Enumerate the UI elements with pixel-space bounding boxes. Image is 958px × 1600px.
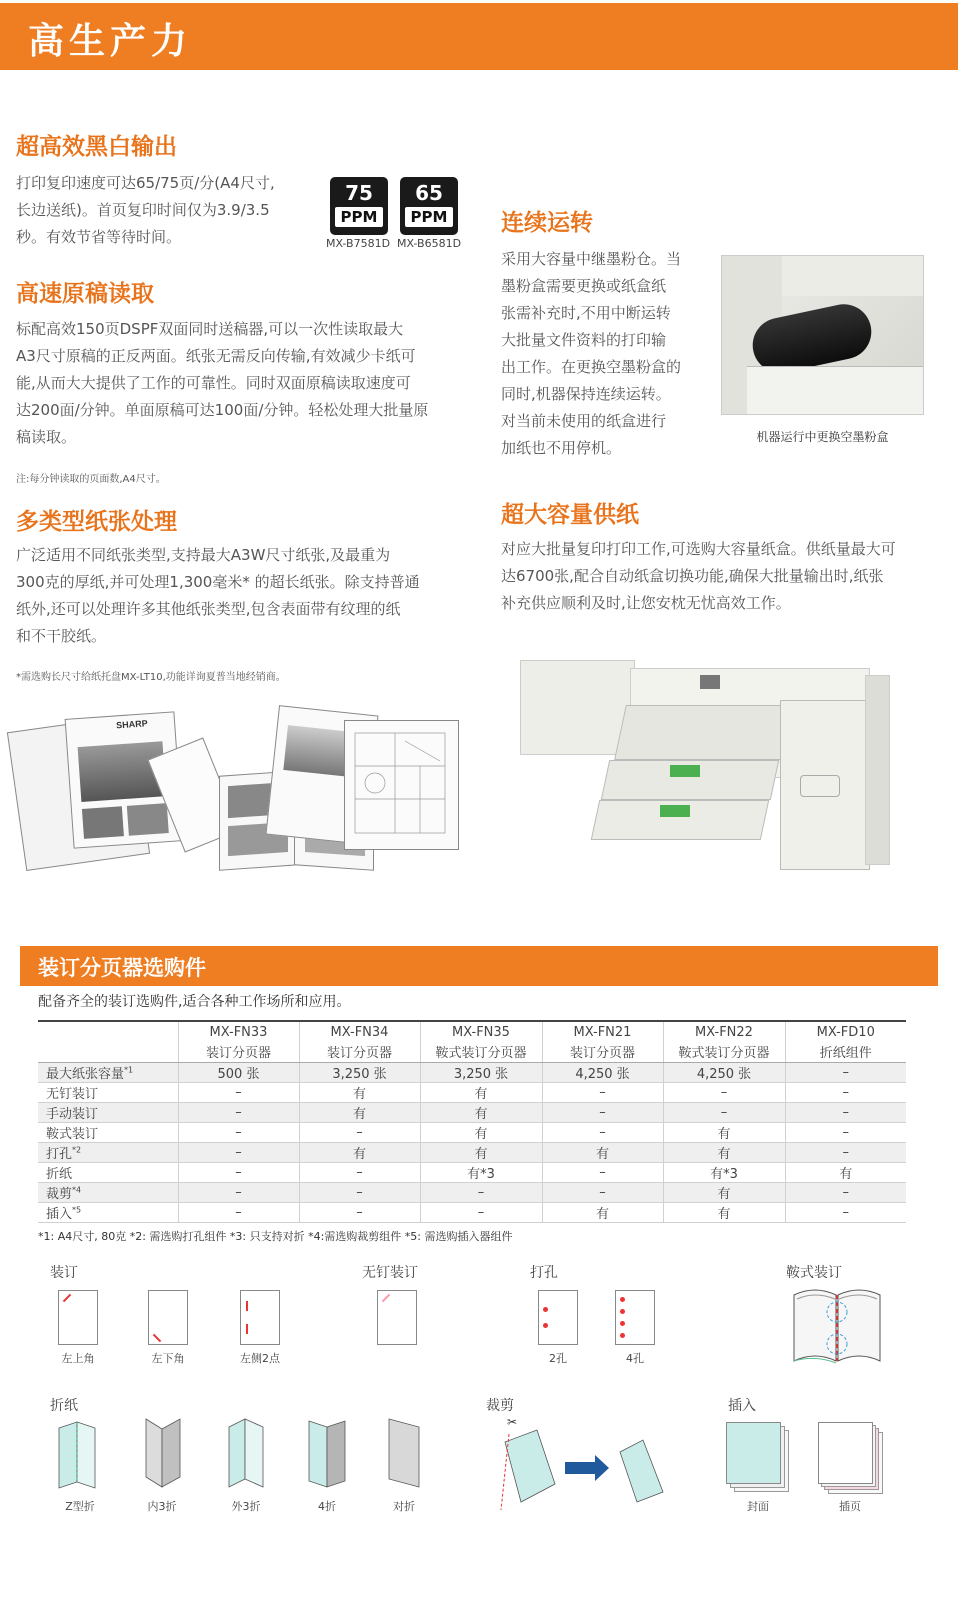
column-model: MX-FN34 <box>299 1022 420 1042</box>
spec-cell: – <box>178 1182 299 1202</box>
column-type: 装订分页器 <box>178 1042 299 1062</box>
badge-unit: PPM <box>335 207 383 227</box>
finisher-spec-table <box>38 1020 906 1223</box>
punch-2-hole-icon <box>538 1290 578 1345</box>
column-type: 鞍式装订分页器 <box>420 1042 542 1062</box>
continuous-line: 大批量文件资料的打印输 <box>501 331 667 349</box>
continuous-text <box>501 246 711 462</box>
mono-line: 打印复印速度可达65/75页/分(A4尺寸, <box>16 174 275 192</box>
column-model: MX-FN35 <box>420 1022 542 1042</box>
paper-note: *需选购长尺寸给纸托盘MX-LT10,功能详询夏普当地经销商。 <box>16 672 286 683</box>
spec-cell: 有 <box>542 1202 663 1222</box>
ppm-badge-75 <box>330 177 388 235</box>
spec-cell: – <box>542 1082 663 1102</box>
spec-cell: 4,250 张 <box>542 1062 663 1082</box>
insert-caption: 插页 <box>839 1500 861 1513</box>
mono-line: 长边送纸)。首页复印时间仅为3.9/3.5 <box>16 201 270 219</box>
spec-cell: – <box>785 1122 906 1142</box>
column-model: MX-FN22 <box>663 1022 785 1042</box>
fold-caption: Z型折 <box>65 1500 95 1513</box>
spec-cell: 3,250 张 <box>420 1062 542 1082</box>
row-label-text: 折纸 <box>46 1166 73 1182</box>
spec-cell: – <box>420 1202 542 1222</box>
fold-caption: 4折 <box>318 1500 336 1513</box>
supply-line: 对应大批量复印打印工作,可选购大容量纸盒。供纸量最大可 <box>501 540 896 558</box>
row-footnote-mark: *2 <box>72 1145 82 1155</box>
spec-row-label <box>38 1102 178 1122</box>
spec-row-label <box>38 1122 178 1142</box>
spec-cell: – <box>178 1082 299 1102</box>
paper-tray-photo <box>520 660 890 870</box>
spec-row-label <box>38 1142 178 1162</box>
spec-cell: – <box>542 1182 663 1202</box>
scan-text <box>16 316 486 451</box>
spec-cell: 有 <box>663 1142 785 1162</box>
spec-cell: 有 <box>299 1102 420 1122</box>
insert-label: 插入 <box>728 1398 756 1414</box>
spec-cell: 有 <box>663 1122 785 1142</box>
row-label-text: 鞍式装订 <box>46 1126 99 1142</box>
continuous-line: 采用大容量中继墨粉仓。当 <box>501 250 682 268</box>
spec-row-label <box>38 1082 178 1102</box>
saddle-stitch-icon <box>790 1285 885 1365</box>
spec-cell: – <box>663 1082 785 1102</box>
spec-cell: 有 <box>663 1202 785 1222</box>
staple-label: 装订 <box>50 1265 78 1281</box>
spec-cell: – <box>785 1202 906 1222</box>
scan-line: 标配高效150页DSPF双面同时送稿器,可以一次性读取最大 <box>16 320 404 338</box>
spec-cell: – <box>420 1182 542 1202</box>
continuous-line: 墨粉盒需要更换或纸盒纸 <box>501 277 667 295</box>
continuous-line: 加纸也不用停机。 <box>501 439 622 457</box>
spec-row <box>38 1102 906 1122</box>
column-type: 鞍式装订分页器 <box>663 1042 785 1062</box>
mono-text <box>16 170 316 251</box>
spec-cell: 有 <box>299 1082 420 1102</box>
z-fold-icon <box>55 1420 105 1490</box>
spec-row <box>38 1062 906 1082</box>
trim-diagram-icon <box>485 1412 670 1512</box>
spec-cell: – <box>299 1202 420 1222</box>
banner-title: 高生产力 <box>28 21 193 62</box>
spec-cell: – <box>785 1102 906 1122</box>
row-label-text: 最大纸张容量 <box>46 1066 125 1082</box>
spec-cell: 有 <box>420 1082 542 1102</box>
column-model: MX-FN21 <box>542 1022 663 1042</box>
scan-heading: 高速原稿读取 <box>16 281 154 307</box>
continuous-line: 对当前未使用的纸盒进行 <box>501 412 667 430</box>
paper-line: 纸外,还可以处理许多其他纸张类型,包含表面带有纹理的纸 <box>16 600 401 618</box>
badge-number: 65 <box>415 181 443 205</box>
supply-line: 补充供应顺利及时,让您安枕无忧高效工作。 <box>501 594 791 612</box>
fold-label: 折纸 <box>50 1398 78 1414</box>
spec-cell: – <box>785 1062 906 1082</box>
supply-line: 达6700张,配合自动纸盒切换功能,确保大批量输出时,纸张 <box>501 567 884 585</box>
spec-row-label <box>38 1182 178 1202</box>
spec-cell: – <box>785 1182 906 1202</box>
spec-cell: 3,250 张 <box>299 1062 420 1082</box>
spec-cell: 有 <box>420 1122 542 1142</box>
top-banner <box>0 3 958 70</box>
staple-caption: 左下角 <box>151 1352 185 1365</box>
spec-cell: – <box>663 1102 785 1122</box>
spec-row <box>38 1162 906 1182</box>
spec-cell: – <box>178 1202 299 1222</box>
stapleless-icon <box>377 1290 417 1345</box>
spec-cell: 有 <box>785 1162 906 1182</box>
punch-label: 打孔 <box>530 1265 558 1281</box>
blueprint-icon <box>345 721 458 849</box>
spec-cell: – <box>178 1122 299 1142</box>
saddle-label: 鞍式装订 <box>786 1265 842 1281</box>
spec-cell: – <box>299 1182 420 1202</box>
row-footnote-mark: *5 <box>72 1205 82 1215</box>
row-label-text: 插入 <box>46 1206 73 1222</box>
spec-row <box>38 1182 906 1202</box>
mono-heading: 超高效黑白输出 <box>16 134 177 160</box>
model-label: MX-B6581D <box>397 237 462 250</box>
staple-top-left-icon <box>58 1290 98 1345</box>
spec-row <box>38 1202 906 1222</box>
continuous-line: 出工作。在更换空墨粉盒的 <box>501 358 682 376</box>
ppm-badge-65 <box>400 177 458 235</box>
spec-cell: 有 <box>542 1142 663 1162</box>
spec-row-label <box>38 1162 178 1182</box>
spec-cell: 500 张 <box>178 1062 299 1082</box>
letter-fold-in-icon <box>140 1415 185 1490</box>
spec-cell: 有 <box>420 1102 542 1122</box>
spec-cell: 4,250 张 <box>663 1062 785 1082</box>
fold-caption: 外3折 <box>231 1500 261 1513</box>
sample-logo: SHARP <box>115 718 148 731</box>
spec-row <box>38 1082 906 1102</box>
spec-cell: 有 <box>663 1182 785 1202</box>
scan-line: 稿读取。 <box>16 428 77 446</box>
staple-caption: 左上角 <box>61 1352 95 1365</box>
spec-cell: – <box>299 1162 420 1182</box>
toner-photo-caption: 机器运行中更换空墨粉盒 <box>756 430 889 444</box>
spec-row-label <box>38 1062 178 1082</box>
continuous-line: 同时,机器保持连续运转。 <box>501 385 671 403</box>
stapleless-label: 无钉装订 <box>362 1265 418 1281</box>
half-fold-icon <box>385 1415 425 1490</box>
svg-text:✂: ✂ <box>507 1415 518 1429</box>
letter-fold-out-icon <box>225 1415 270 1490</box>
paper-heading: 多类型纸张处理 <box>16 509 177 535</box>
staple-caption: 左侧2点 <box>240 1352 280 1365</box>
punch-caption: 2孔 <box>549 1352 567 1365</box>
fold-caption: 内3折 <box>147 1500 177 1513</box>
scan-line: 达200面/分钟。单面原稿可达100面/分钟。轻松处理大批量原 <box>16 401 429 419</box>
spec-cell: 有*3 <box>420 1162 542 1182</box>
spec-cell: – <box>178 1142 299 1162</box>
finisher-bar <box>20 946 938 986</box>
scan-line: A3尺寸原稿的正反两面。纸张无需反向传输,有效减少卡纸可 <box>16 347 416 365</box>
column-model: MX-FD10 <box>785 1022 906 1042</box>
row-footnote-mark: *4 <box>72 1185 82 1195</box>
insert-page-icon <box>818 1422 884 1494</box>
spec-row <box>38 1122 906 1142</box>
mono-line: 秒。有效节省等待时间。 <box>16 228 182 246</box>
badge-unit: PPM <box>405 207 453 227</box>
toner-photo <box>721 255 924 415</box>
insert-cover-icon <box>726 1422 792 1494</box>
spec-cell: – <box>542 1102 663 1122</box>
row-label-text: 手动装订 <box>46 1106 99 1122</box>
supply-heading: 超大容量供纸 <box>501 502 639 528</box>
spec-cell: 有 <box>299 1142 420 1162</box>
spec-cell: – <box>785 1082 906 1102</box>
spec-row <box>38 1142 906 1162</box>
spec-cell: 有*3 <box>663 1162 785 1182</box>
finisher-intro: 配备齐全的装订选购件,适合各种工作场所和应用。 <box>38 994 351 1010</box>
paper-line: 300克的厚纸,并可处理1,300毫米* 的超长纸张。除支持普通 <box>16 573 420 591</box>
column-type: 装订分页器 <box>299 1042 420 1062</box>
spec-cell: – <box>178 1102 299 1122</box>
punch-caption: 4孔 <box>626 1352 644 1365</box>
scan-line: 能,从而大大提供了工作的可靠性。同时双面原稿读取速度可 <box>16 374 411 392</box>
finisher-footnote: *1: A4尺寸, 80克 *2: 需选购打孔组件 *3: 只支持对折 *4:需选购裁剪组件 *5: 需选购插入器组件 <box>38 1230 513 1243</box>
badge-number: 75 <box>345 181 373 205</box>
spec-cell: – <box>178 1162 299 1182</box>
spec-cell: – <box>785 1142 906 1162</box>
staple-bottom-left-icon <box>148 1290 188 1345</box>
scan-note: 注:每分钟读取的页面数,A4尺寸。 <box>16 474 166 485</box>
trim-label: 裁剪 <box>486 1398 514 1414</box>
spec-cell: – <box>542 1162 663 1182</box>
fold-caption: 对折 <box>393 1500 415 1513</box>
column-type: 装订分页器 <box>542 1042 663 1062</box>
row-footnote-mark: *1 <box>124 1065 134 1075</box>
row-label-text: 打孔 <box>46 1146 73 1162</box>
column-model: MX-FN33 <box>178 1022 299 1042</box>
spec-cell: – <box>299 1122 420 1142</box>
spec-cell: 有 <box>420 1142 542 1162</box>
paper-samples-image <box>14 705 464 875</box>
quad-fold-icon <box>305 1415 350 1490</box>
paper-line: 和不干胶纸。 <box>16 627 107 645</box>
paper-text <box>16 542 486 650</box>
model-label: MX-B7581D <box>326 237 391 250</box>
row-label-text: 裁剪 <box>46 1186 73 1202</box>
supply-text <box>501 536 941 617</box>
punch-4-hole-icon <box>615 1290 655 1345</box>
spec-cell: – <box>542 1122 663 1142</box>
continuous-heading: 连续运转 <box>501 210 593 236</box>
staple-left-2pt-icon <box>240 1290 280 1345</box>
row-label-text: 无钉装订 <box>46 1086 99 1102</box>
column-type: 折纸组件 <box>785 1042 906 1062</box>
spec-row-label <box>38 1202 178 1222</box>
continuous-line: 张需补充时,不用中断运转 <box>501 304 671 322</box>
finisher-title: 装订分页器选购件 <box>38 956 206 980</box>
insert-caption: 封面 <box>747 1500 769 1513</box>
paper-line: 广泛适用不同纸张类型,支持最大A3W尺寸纸张,及最重为 <box>16 546 391 564</box>
